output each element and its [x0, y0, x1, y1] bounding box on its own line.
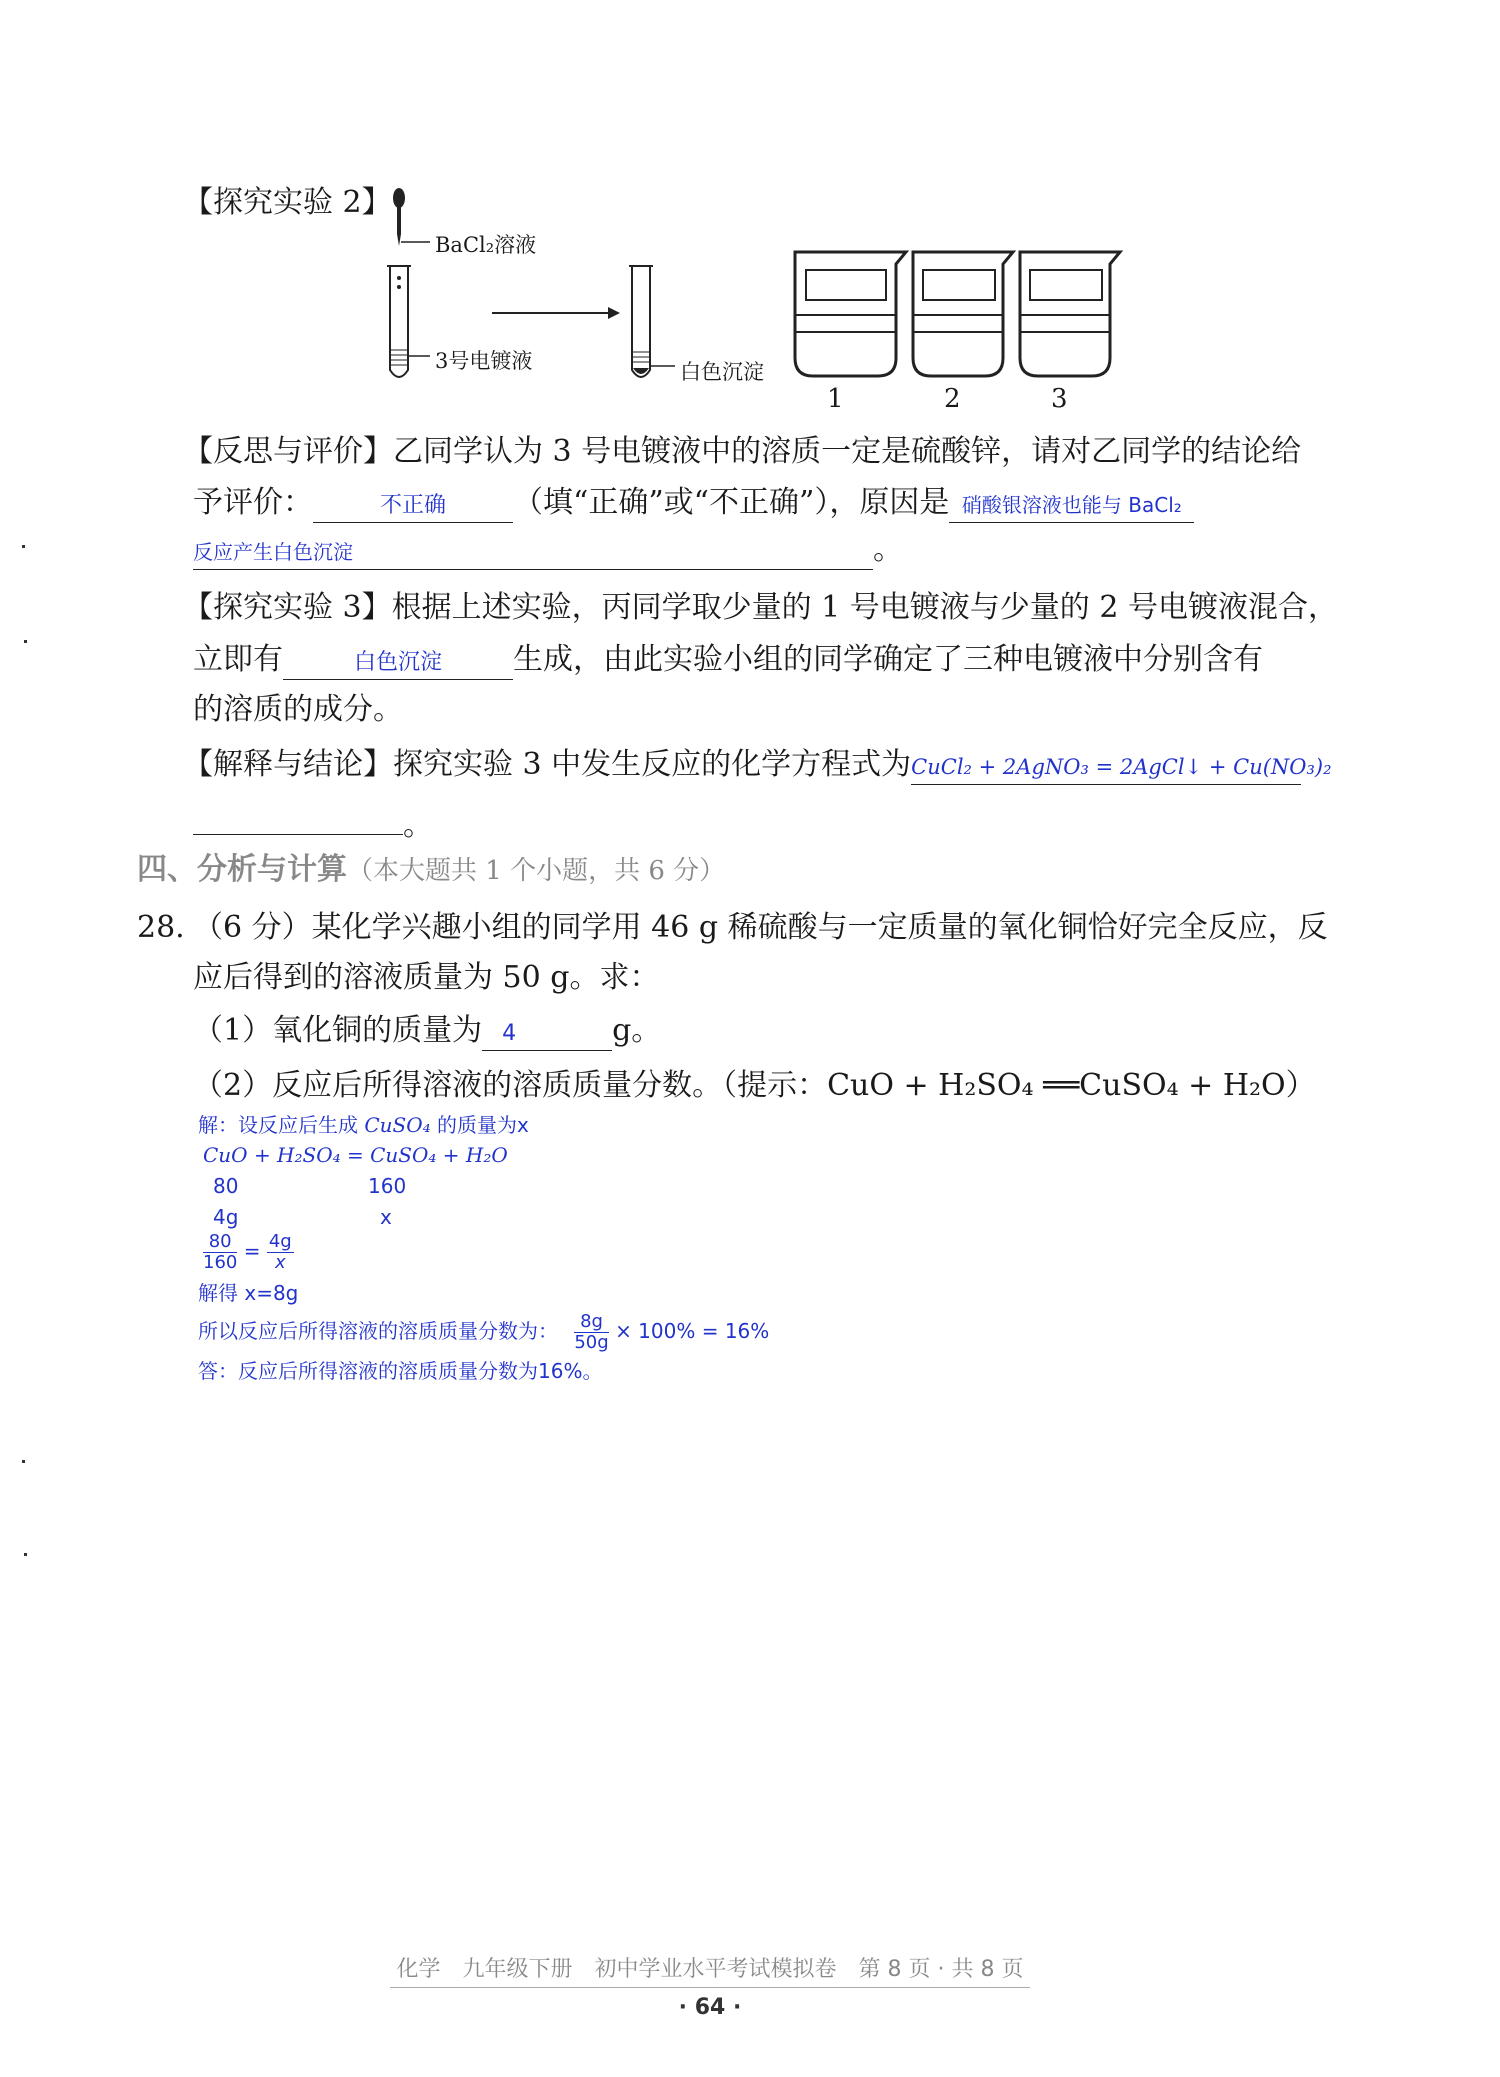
solution-suffix: 的质量为x	[437, 1113, 529, 1137]
mass-right: 160	[368, 1174, 407, 1198]
beaker-number-1: 1	[827, 384, 844, 414]
exp3-line3: 的溶质的成分。	[193, 692, 403, 727]
ratio-equation	[203, 1232, 294, 1273]
ratio-num-left: 80	[203, 1232, 237, 1253]
page-number: · 64 ·	[678, 1995, 742, 2020]
beaker-number-3: 3	[1051, 384, 1068, 414]
answer-2b: 反应产生白色沉淀	[193, 540, 353, 564]
q28-sub1	[193, 1011, 661, 1051]
section4-note: （本大题共 1 个小题，共 6 分）	[347, 856, 726, 886]
beaker-2-icon	[913, 252, 1013, 376]
beaker-3-icon	[1020, 252, 1120, 376]
margin-mark	[24, 640, 27, 643]
exp3-line1: 【探究实验 3】根据上述实验，丙同学取少量的 1 号电镀液与少量的 2 号电镀液混合，	[183, 590, 1338, 625]
ratio-num-right: 4g	[268, 1231, 292, 1252]
given-left: 4g	[213, 1205, 239, 1229]
section4-heading	[137, 850, 725, 891]
reflection-line1: 【反思与评价】乙同学认为 3 号电镀液中的溶质一定是硫酸锌，请对乙同学的结论给	[183, 434, 1302, 469]
test-tube-precipitate-icon	[629, 266, 653, 377]
margin-mark	[22, 1460, 25, 1463]
reflection-prefix: 予评价：	[193, 485, 313, 520]
test-tube-icon	[387, 266, 411, 377]
ratio-den-right: x	[274, 1252, 286, 1273]
arrow-icon	[492, 307, 620, 319]
q28-sub2: （2）反应后所得溶液的溶质质量分数。（提示：CuO + H₂SO₄ ══CuSO₄ + H₂O）	[193, 1068, 1316, 1103]
ratio-eq: =	[243, 1239, 261, 1263]
solution-formula: CuSO₄	[364, 1113, 431, 1137]
exp3-suffix: 生成，由此实验小组的同学确定了三种电镀液中分别含有	[513, 642, 1263, 677]
reagent-label: BaCl₂溶液	[435, 233, 537, 257]
reflection-middle: （填“正确”或“不正确”），原因是	[513, 485, 950, 520]
reflection-line3	[193, 530, 903, 570]
conclusion-line1	[183, 745, 1332, 785]
frac-den: 50g	[574, 1332, 609, 1353]
dropper-icon	[393, 188, 405, 246]
given-right: x	[380, 1205, 392, 1229]
margin-mark	[22, 545, 25, 548]
conclusion-prefix: 【解释与结论】探究实验 3 中发生反应的化学方程式为	[183, 747, 912, 782]
answer-blank-2b	[193, 535, 873, 570]
q28-number: 28.	[137, 910, 185, 945]
ratio-den-left: 160	[203, 1252, 238, 1273]
mass-left: 80	[213, 1174, 239, 1198]
q28-line2: 应后得到的溶液质量为 50 g。求：	[193, 960, 660, 995]
fraction-prefix: 所以反应后所得溶液的溶质质量分数为：	[198, 1319, 558, 1343]
exp3-line2	[193, 640, 1263, 680]
answer-line: 答：反应后所得溶液的溶质质量分数为16%。	[198, 1359, 603, 1383]
equation-text: CuO + H₂SO₄ = CuSO₄ + H₂O	[203, 1143, 508, 1167]
q28-line1: （6 分）某化学兴趣小组的同学用 46 g 稀硫酸与一定质量的氧化铜恰好完全反应，反	[193, 910, 1328, 945]
solution-equation	[203, 1140, 508, 1170]
answer-1: 不正确	[379, 493, 446, 518]
conclusion-line2	[193, 800, 433, 846]
margin-mark	[24, 1553, 27, 1556]
result-label: 白色沉淀	[680, 360, 764, 384]
reflection-line2	[193, 483, 1194, 523]
section4-title: 四、分析与计算	[137, 852, 347, 887]
beaker-number-2: 2	[944, 384, 961, 414]
q28-sub1-prefix: （1）氧化铜的质量为	[193, 1013, 483, 1048]
frac-num: 8g	[574, 1312, 608, 1333]
fraction-line	[198, 1312, 769, 1353]
solution-prefix: 解：设反应后生成	[198, 1113, 358, 1137]
period: 。	[403, 808, 433, 843]
footer-text: 化学 九年级下册 初中学业水平考试模拟卷 第 8 页 · 共 8 页	[390, 1952, 1030, 1988]
exp3-prefix: 立即有	[193, 642, 283, 677]
answer-blank-3	[283, 645, 513, 680]
answer-blank-4b	[193, 800, 403, 835]
beaker-1-icon	[795, 252, 906, 376]
answer-3: 白色沉淀	[353, 650, 442, 675]
solve-line: 解得 x=8g	[198, 1281, 299, 1305]
solution-line1	[198, 1110, 529, 1140]
answer-5: 4	[502, 1021, 517, 1046]
answer-blank-1	[313, 488, 513, 523]
tube-label: 3号电镀液	[435, 349, 533, 373]
exp2-title: 【探究实验 2】	[183, 185, 392, 220]
answer-4: CuCl₂ + 2AgNO₃ = 2AgCl↓ + Cu(NO₃)₂	[911, 755, 1332, 779]
frac-suffix: × 100% = 16%	[615, 1319, 770, 1343]
answer-blank-4	[911, 750, 1332, 785]
answer-blank-2	[949, 488, 1194, 523]
q28-sub1-suffix: g。	[612, 1013, 662, 1048]
answer-blank-5	[482, 1016, 612, 1051]
period: 。	[873, 532, 903, 567]
answer-2a: 硝酸银溶液也能与 BaCl₂	[961, 493, 1182, 517]
